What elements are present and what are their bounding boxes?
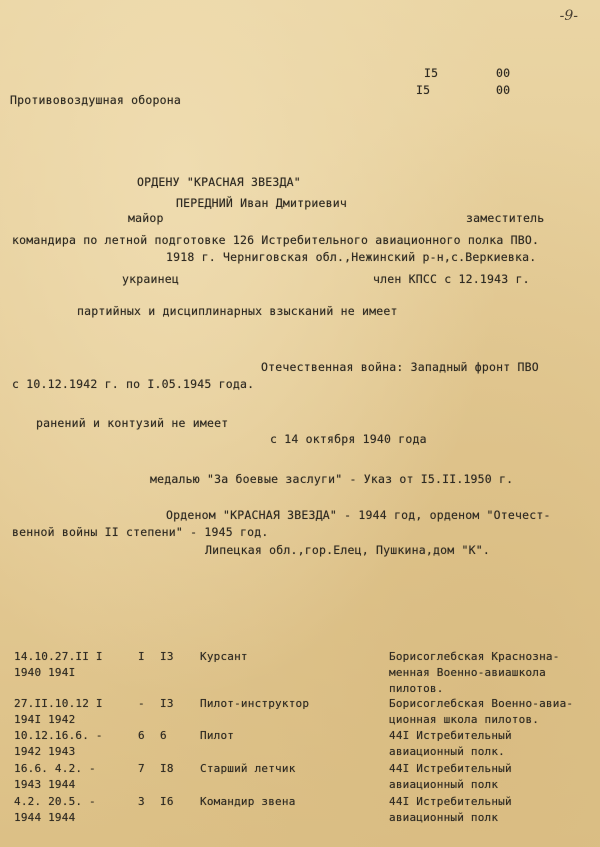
row-4-col2: 7: [138, 762, 145, 775]
row-4-place1: 44I Истребительный: [389, 762, 512, 775]
row-4-place2: авиационный полк: [389, 778, 499, 791]
war-period: с 10.12.1942 г. по I.05.1945 года.: [12, 377, 255, 391]
row-1-years: 1940 194I: [14, 666, 76, 679]
row-2-post: Пилот-инструктор: [200, 697, 310, 710]
row-1-place1: Борисоглебская Краснозна-: [389, 650, 560, 663]
department: Противовоздушная оборона: [10, 93, 181, 107]
row-5-place2: авиационный полк: [389, 811, 499, 824]
row-1-post: Курсант: [200, 650, 248, 663]
row-1-place2: менная Военно-авиашкола: [389, 666, 546, 679]
row-4-post: Старший летчик: [200, 762, 296, 775]
row-2-place1: Борисоглебская Военно-авиа-: [389, 697, 574, 710]
row-5-col3: I6: [160, 795, 174, 808]
row-5-post: Командир звена: [200, 795, 296, 808]
row-4-years: 1943 1944: [14, 778, 76, 791]
orders-line1: Орденом "КРАСНАЯ ЗВЕЗДА" - 1944 год, орденом "Отечест-: [166, 508, 551, 522]
row-3-col3: 6: [160, 729, 167, 742]
party: член КПСС с 12.1943 г.: [373, 272, 530, 286]
row-1-dates: 14.10.27.II I: [14, 650, 103, 663]
row-2-dates: 27.II.10.12 I: [14, 697, 103, 710]
wounds: ранений и контузий не имеет: [36, 416, 229, 430]
row-4-col3: I8: [160, 762, 174, 775]
row-3-place2: авиационный полк.: [389, 745, 505, 758]
row-2-col3: I3: [160, 697, 174, 710]
row-3-place1: 44I Истребительный: [389, 729, 512, 742]
row-5-dates: 4.2. 20.5. -: [14, 795, 96, 808]
row-3-post: Пилот: [200, 729, 235, 742]
service-since: с 14 октября 1940 года: [270, 432, 427, 446]
person-name: ПЕРЕДНИЙ Иван Дмитриевич: [176, 196, 347, 210]
code-2a: I5: [416, 83, 431, 97]
row-4-dates: 16.6. 4.2. -: [14, 762, 96, 775]
row-1-col2: I: [138, 650, 145, 663]
row-5-years: 1944 1944: [14, 811, 76, 824]
position-cont: командира по летной подготовке 126 Истребительного авиационного полка ПВО.: [12, 233, 540, 247]
code-1b: 00: [496, 66, 511, 80]
rank: майор: [128, 211, 164, 225]
nationality: украинец: [122, 272, 179, 286]
row-2-place2: ционная школа пилотов.: [389, 713, 540, 726]
birth: 1918 г. Черниговская обл.,Нежинский р-н,с.Веркиевка.: [166, 250, 537, 264]
page-number: -9-: [559, 8, 578, 24]
code-1a: I5: [424, 66, 439, 80]
position-start: заместитель: [466, 211, 545, 225]
code-2b: 00: [496, 83, 511, 97]
row-1-col3: I3: [160, 650, 174, 663]
order-line: ОРДЕНУ "КРАСНАЯ ЗВЕЗДА": [137, 175, 301, 189]
row-3-dates: 10.12.16.6. -: [14, 729, 103, 742]
row-2-col2: -: [138, 697, 145, 710]
row-5-place1: 44I Истребительный: [389, 795, 512, 808]
medal: медалью "За боевые заслуги" - Указ от I5.II.1950 г.: [150, 472, 514, 486]
address: Липецкая обл.,гор.Елец, Пушкина,дом "К".: [205, 543, 490, 557]
row-2-years: 194I 1942: [14, 713, 76, 726]
row-5-col2: 3: [138, 795, 145, 808]
orders-line2: венной войны II степени" - 1945 год.: [12, 525, 269, 539]
row-3-years: 1942 1943: [14, 745, 76, 758]
row-3-col2: 6: [138, 729, 145, 742]
war-participation: Отечественная война: Западный фронт ПВО: [261, 360, 539, 374]
penalties: партийных и дисциплинарных взысканий не имеет: [77, 304, 398, 318]
row-1-place3: пилотов.: [389, 682, 444, 695]
